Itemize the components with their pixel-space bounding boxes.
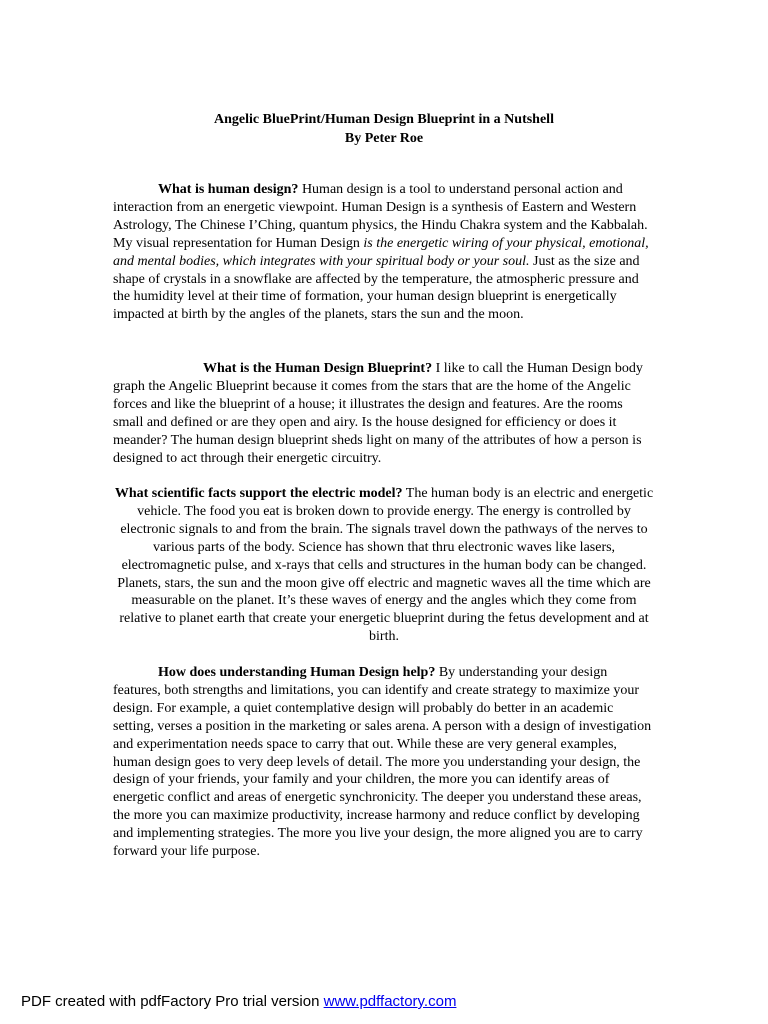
footer-text: PDF created with pdfFactory Pro trial version	[21, 993, 324, 1010]
pdf-footer	[21, 992, 456, 1012]
author-byline: By Peter Roe	[344, 131, 424, 146]
title-line-1: Angelic BluePrint/Human Design Blueprint in a Nutshell	[214, 112, 554, 127]
section-text: I like to call the Human Design body graph the Angelic Blueprint because it comes from the stars that are the home of the Angelic forces and like the blueprint of a house; it illustrates the design and features. Are the rooms small and defined or are they open and airy. Is the house designed for efficiency or does it meander? The human design blueprint sheds light on many of the attributes of how a person is designed to act through their energetic circuitry.	[113, 361, 643, 466]
section-text-continued: Just as the size and shape of crystals in a snowflake are affected by the temperature, the atmospheric pressure and the humidity level at their time of formation, your human design blueprint is energetically impacted at birth by the angles of the planets, stars the sun and the moon.	[113, 253, 640, 323]
section-understanding-help	[113, 664, 655, 861]
section-heading: What is human design?	[158, 182, 299, 197]
pdffactory-link[interactable]: www.pdffactory.com	[323, 993, 457, 1010]
section-italic-text: is the energetic wiring of your physical, emotional, and mental bodies, which integrates with your spiritual body or your soul.	[113, 235, 649, 269]
section-heading: How does understanding Human Design help?	[158, 665, 436, 680]
section-what-is-human-design	[113, 181, 655, 324]
section-heading: What scientific facts support the electric model?	[114, 486, 403, 501]
section-blueprint	[113, 360, 655, 467]
document-title	[0, 110, 768, 148]
section-scientific-facts	[113, 485, 655, 646]
section-text: The human body is an electric and energetic vehicle. The food you eat is broken down to provide energy. The energy is controlled by electronic signals to and from the brain. The signals travel down the pathways of the nerves to various parts of the body. Science has shown that thru electronic waves like lasers, electromagnetic pulse, and x-rays that cells and structures in the human body can be changed. Planets, stars, the sun and the moon give off electric and magnetic waves all the time which are measurable on the planet. It’s these waves of energy and the angles which they come from relative to planet earth that create your energetic blueprint during the fetus development and at birth.	[117, 486, 654, 645]
section-text: Human design is a tool to understand personal action and interaction from an energetic viewpoint. Human Design is a synthesis of Eastern and Western Astrology, The Chinese I’Ching, quantum physics, the Hindu Chakra system and the Kabbalah. My visual representation for Human Design	[113, 182, 648, 251]
section-text: By understanding your design features, both strengths and limitations, you can identify and create strategy to maximize your design. For example, a quiet contemplative design will probably do better in an academic setting, verses a position in the marketing or sales arena. A person with a design of investigation and experimentation needs space to carry that out. While these are very general examples, human design goes to very deep levels of detail. The more you understanding your design, the design of your friends, your family and your children, the more you can identify areas of energetic conflict and areas of energetic synchronicity. The deeper you understand these areas, the more you can maximize productivity, increase harmony and reduce conflict by developing and implementing strategies. The more you live your design, the more aligned you are to carry forward your life purpose.	[113, 665, 652, 860]
section-heading: What is the Human Design Blueprint?	[203, 361, 433, 376]
